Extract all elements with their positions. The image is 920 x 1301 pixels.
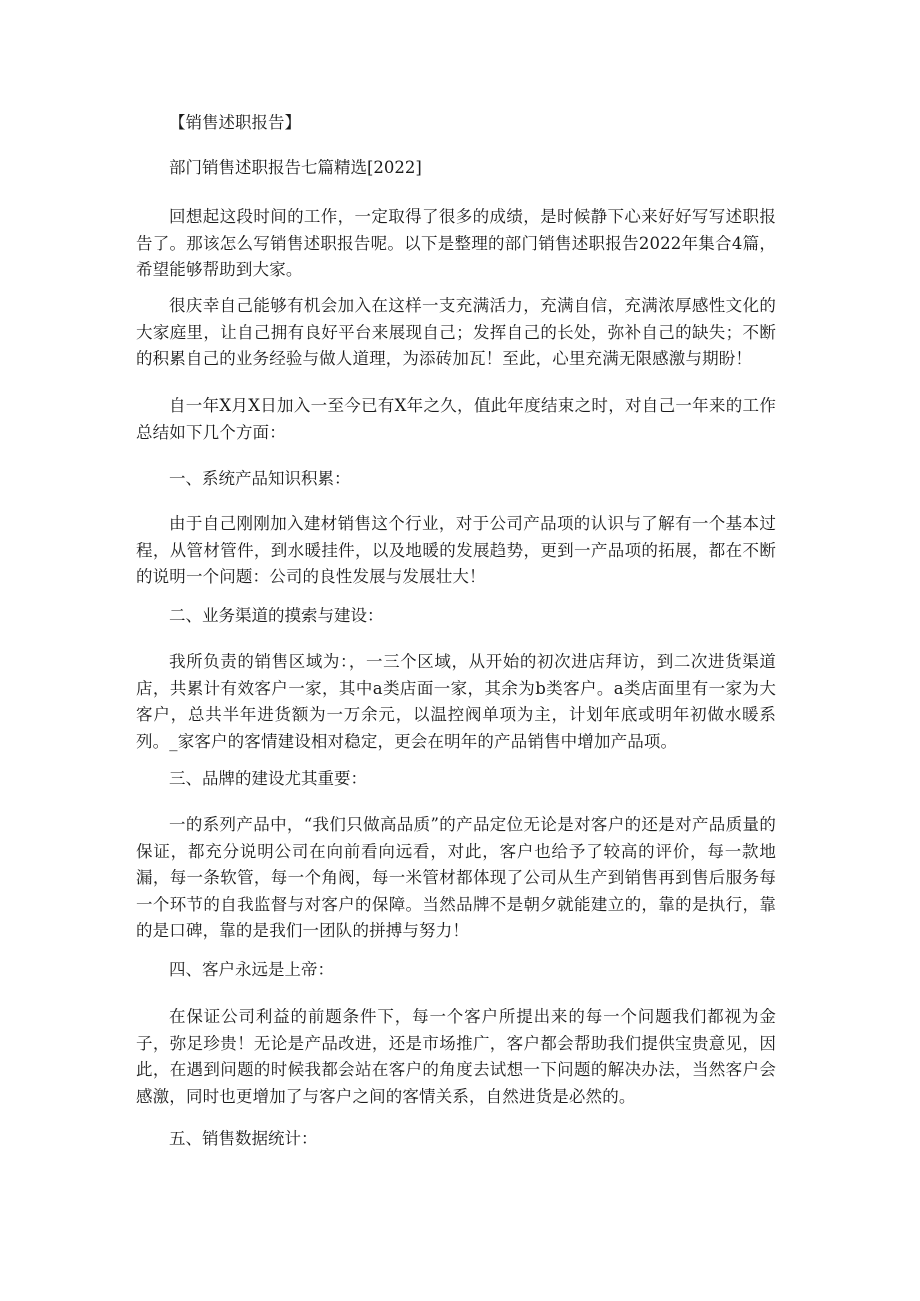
section-3-body: 一的系列产品中，“我们只做高品质”的产品定位无论是对客户的还是对产品质量的保证，都充分说明公司在向前看向远看，对此，客户也给予了较高的评价，每一款地漏，每一条软管，每一个角阀，每一米管材都体现了公司从生产到销售再到售后服务每一个环节的自我监督与对客户的保障。当然品牌不是朝夕就能建立的，靠的是执行，靠的是口碑，靠的是我们一团队的拼搏与努力！ xyxy=(136,815,776,941)
section-2-body: 我所负责的销售区域为：，一三个区域，从开始的初次进店拜访，到二次进货渠道店，共累计有效客户一家，其中a类店面一家，其余为b类客户。a类店面里有一家为大客户，总共半年进货额为一万余元，以温控阀单项为主，计划年底或明年初做水暖系列。_家客户的客情建设相对稳定，更会在明年的产品销售中增加产品项。 xyxy=(136,652,776,751)
section-1-heading: 一、系统产品知识积累： xyxy=(169,469,351,488)
section-1-body: 由于自己刚刚加入建材销售这个行业，对于公司产品项的认识与了解有一个基本过程，从管材管件，到水暖挂件，以及地暖的发展趋势，更到一产品项的拓展，都在不断的说明一个问题：公司的良性发展与发展壮大！ xyxy=(136,514,776,587)
bracket-title: 【销售述职报告】 xyxy=(169,113,301,132)
document-subtitle: 部门销售述职报告七篇精选[2022] xyxy=(169,158,422,177)
section-4-heading: 四、客户永远是上帝： xyxy=(169,960,334,979)
section-4-body: 在保证公司利益的前题条件下，每一个客户所提出来的每一个问题我们都视为金子，弥足珍贵！无论是产品改进，还是市场推广，客户都会帮助我们提供宝贵意见，因此，在遇到问题的时候我都会站在客户的角度去试想一下问题的解决办法，当然客户会感激，同时也更增加了与客户之间的客情关系，自然进货是必然的。 xyxy=(136,1007,776,1106)
section-5-heading: 五、销售数据统计： xyxy=(169,1129,318,1148)
document-page xyxy=(136,0,776,1301)
section-3-heading: 三、品牌的建设尤其重要： xyxy=(169,769,367,788)
gratitude-paragraph: 很庆幸自己能够有机会加入在这样一支充满活力，充满自信，充满浓厚感性文化的大家庭里，让自己拥有良好平台来展现自己；发挥自己的长处，弥补自己的缺失；不断的积累自己的业务经验与做人道理，为添砖加瓦！至此，心里充满无限感激与期盼！ xyxy=(136,296,776,369)
intro-paragraph: 回想起这段时间的工作，一定取得了很多的成绩，是时候静下心来好好写写述职报告了。那该怎么写销售述职报告呢。以下是整理的部门销售述职报告2022年集合4篇，希望能够帮助到大家。 xyxy=(136,207,776,280)
section-2-heading: 二、业务渠道的摸索与建设： xyxy=(169,606,384,625)
summary-intro-paragraph: 自一年X月X日加入一至今已有X年之久，值此年度结束之时，对自己一年来的工作总结如下几个方面： xyxy=(136,396,776,442)
